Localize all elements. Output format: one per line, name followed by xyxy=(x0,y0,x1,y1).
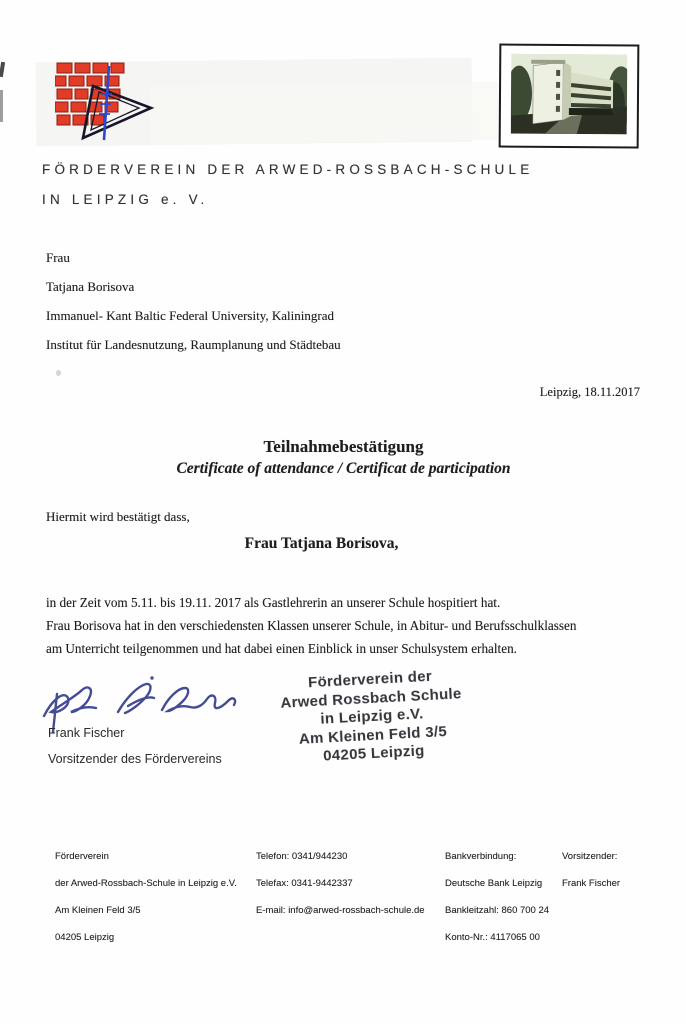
footer-line: Konto-Nr.: 4117065 00 xyxy=(445,932,540,943)
certified-person-name: Frau Tatjana Borisova, xyxy=(244,535,399,552)
footer-line: der Arwed-Rossbach-Schule in Leipzig e.V. xyxy=(55,878,237,889)
recipient-line: Tatjana Borisova xyxy=(46,279,135,294)
footer-line: Frank Fischer xyxy=(562,878,621,889)
footer-line: Förderverein xyxy=(55,851,109,862)
place-and-date: Leipzig, 18.11.2017 xyxy=(539,385,640,399)
document-title-translation: Certificate of attendance / Certificat de participation xyxy=(176,460,511,477)
footer-line: E-mail: info@arwed-rossbach-schule.de xyxy=(256,905,425,916)
signer-name: Frank Fischer xyxy=(48,726,125,740)
footer-line: Am Kleinen Feld 3/5 xyxy=(55,905,141,916)
stamp-line: 04205 Leipzig xyxy=(322,742,425,765)
stamp-line: Arwed Rossbach Schule xyxy=(279,684,462,712)
recipient-line: Institut für Landesnutzung, Raumplanung und Städtebau xyxy=(46,337,341,352)
signer-role: Vorsitzender des Fördervereins xyxy=(48,752,222,766)
body-paragraph xyxy=(46,591,656,660)
recipient-address-block xyxy=(46,243,341,359)
footer-chairman-column xyxy=(562,843,620,897)
org-name-line1: FÖRDERVEREIN DER ARWED-ROSSBACH-SCHULE xyxy=(42,162,534,177)
stamp-line: in Leipzig e.V. xyxy=(320,705,424,728)
body-line: in der Zeit vom 5.11. bis 19.11. 2017 als Gastlehrerin an unserer Schule hospitiert hat. xyxy=(46,595,501,610)
body-line: Frau Borisova hat in den verschiedensten Klassen unserer Schule, in Abitur- und Berufsschulklassen xyxy=(46,618,577,633)
footer-bank-column xyxy=(445,843,549,951)
footer-line: Bankverbindung: xyxy=(445,851,517,862)
association-ink-stamp xyxy=(250,665,495,770)
org-name-line2: IN LEIPZIG e. V. xyxy=(42,192,209,207)
stamp-line: Am Kleinen Feld 3/5 xyxy=(298,722,448,748)
footer-line: Deutsche Bank Leipzig xyxy=(445,878,543,889)
footer-line: Vorsitzender: xyxy=(562,851,618,862)
school-building-photo xyxy=(499,44,640,149)
footer-line: Telefax: 0341-9442337 xyxy=(256,878,353,889)
body-line: am Unterricht teilgenommen und hat dabei einen Einblick in unser Schulsystem erhalten. xyxy=(46,641,517,656)
footer-line: Telefon: 0341/944230 xyxy=(256,851,348,862)
stamp-line: Förderverein der xyxy=(307,667,433,692)
scan-gray-band-light xyxy=(150,82,503,145)
recipient-line: Immanuel- Kant Baltic Federal University, Kaliningrad xyxy=(46,308,334,323)
footer-line: Bankleitzahl: 860 700 24 xyxy=(445,905,550,916)
scan-speck xyxy=(56,370,61,376)
footer-address-column xyxy=(55,843,237,951)
scan-edge-artifact xyxy=(0,90,3,122)
scan-edge-artifact xyxy=(0,62,5,77)
footer-line: 04205 Leipzig xyxy=(55,932,115,943)
salutation-line: Hiermit wird bestätigt dass, xyxy=(46,509,190,524)
recipient-line: Frau xyxy=(46,250,70,265)
footer-contact-column xyxy=(256,843,425,924)
document-title-german: Teilnahmebestätigung xyxy=(263,437,424,456)
school-association-logo-icon xyxy=(55,62,167,146)
